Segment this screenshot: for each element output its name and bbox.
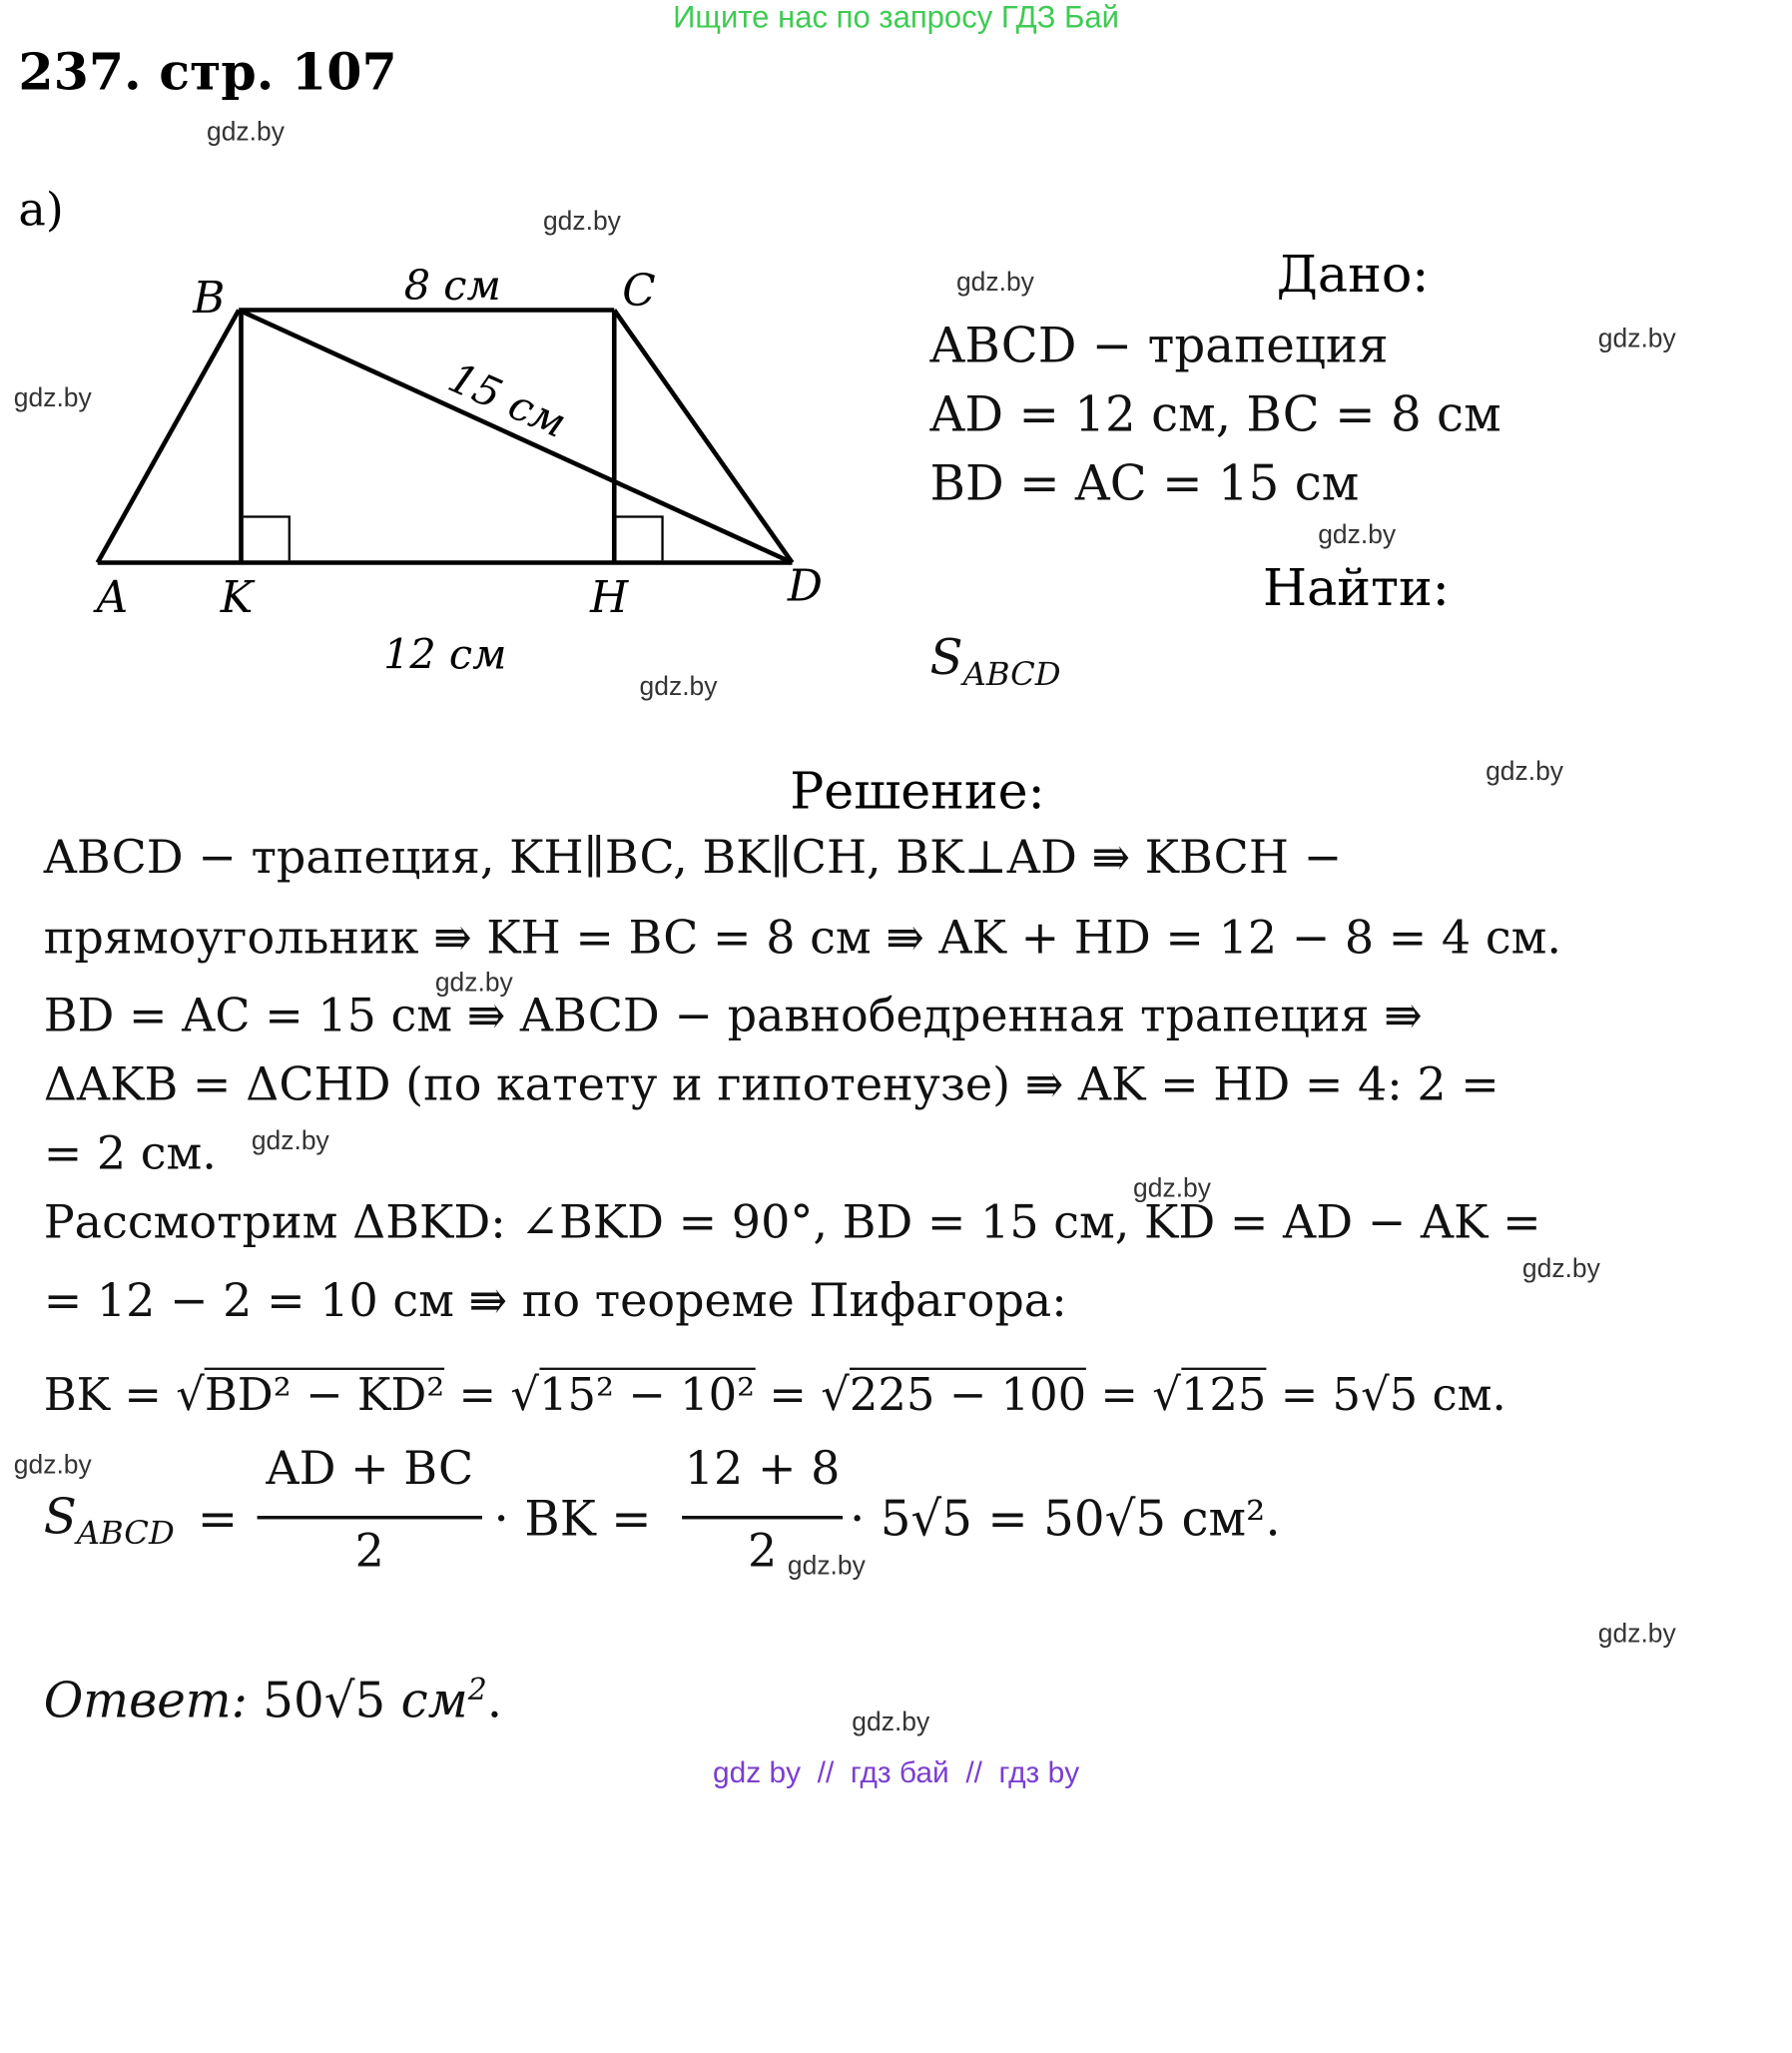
watermark: gdz.by (207, 116, 285, 147)
solution-line-3: BD = AC = 15 см ⇛ ABCD − равнобедренная трапеция ⇛ (43, 990, 1423, 1043)
answer-unit: см (400, 1672, 468, 1728)
right-angle-h (617, 517, 663, 561)
footer-links: gdz by // гдз бай // гдз by (712, 1754, 1080, 1789)
given-line-1: ABCD − трапеция (929, 317, 1389, 373)
find-symbol: S (929, 629, 963, 686)
watermark: gdz.by (1486, 755, 1564, 786)
side-cd (614, 311, 792, 563)
watermark: gdz.by (251, 1125, 329, 1155)
bk-part-5: = 5√5 см. (1266, 1369, 1506, 1422)
answer-end: . (486, 1672, 503, 1728)
right-angle-k (244, 517, 290, 561)
bk-part-2: = √ (444, 1369, 539, 1422)
fraction-1-denominator: 2 (354, 1525, 384, 1579)
fraction-1-numerator: AD + BC (266, 1442, 474, 1496)
task-title: 237. стр. 107 (18, 43, 397, 103)
watermark: gdz.by (955, 266, 1034, 297)
solution-line-1: ABCD − трапеция, KH∥BC, BK∥CH, BK⊥AD ⇛ KBCH − (43, 831, 1343, 885)
area-equals: = (197, 1490, 239, 1548)
answer-value: 50√5 (263, 1672, 386, 1728)
given-line-3: BD = AC = 15 см (929, 454, 1360, 511)
side-ab (98, 311, 239, 563)
vertex-label-b: B (193, 272, 226, 324)
find-subscript: ABCD (962, 654, 1061, 693)
watermark: gdz.by (852, 1706, 930, 1736)
fraction-2-denominator: 2 (747, 1525, 778, 1579)
trapezoid-figure (0, 0, 873, 712)
watermark: gdz.by (542, 205, 621, 236)
vertex-label-c: C (622, 265, 656, 317)
fraction-2-numerator: 12 + 8 (684, 1442, 841, 1496)
watermark: gdz.by (1597, 323, 1676, 353)
watermark: gdz.by (434, 967, 513, 998)
area-lhs (44, 1488, 175, 1552)
find-value (930, 629, 1061, 693)
bk-radicand-3: 225 − 100 (850, 1368, 1086, 1422)
solution-line-2: прямоугольник ⇛ KH = BC = 8 см ⇛ AK + HD = 12 − 8 = 4 см. (43, 912, 1562, 965)
watermark: gdz.by (1133, 1172, 1211, 1203)
bk-part-3: = √ (755, 1369, 850, 1422)
area-symbol: S (43, 1488, 77, 1545)
vertex-label-d: D (787, 560, 823, 612)
bk-radicand-4: 125 (1181, 1368, 1267, 1422)
bk-calculation (44, 1370, 1506, 1422)
bk-radicand-2: 15² − 10² (539, 1368, 755, 1422)
bk-part-4: = √ (1086, 1369, 1181, 1422)
fraction-1-bar (258, 1516, 482, 1519)
answer (44, 1672, 502, 1727)
watermark: gdz.by (1318, 518, 1397, 549)
vertex-label-h: H (590, 571, 629, 623)
vertex-label-a: A (96, 571, 129, 623)
given-heading: Дано: (1276, 246, 1430, 305)
solution-line-4: ΔAKB = ΔCHD (по катету и гипотенузе) ⇛ AK = HD = 4: 2 = (43, 1058, 1499, 1112)
watermark: gdz.by (13, 1449, 92, 1480)
answer-label: Ответ: (43, 1672, 248, 1728)
solution-line-7: = 12 − 2 = 10 см ⇛ по теореме Пифагора: (43, 1274, 1067, 1328)
part-label: а) (18, 184, 64, 237)
watermark: gdz.by (13, 381, 92, 412)
watermark: gdz.by (1521, 1252, 1600, 1283)
ad-length-label: 12 см (383, 630, 507, 679)
vertex-label-k: K (220, 571, 254, 623)
area-middle: · BK = (493, 1490, 652, 1548)
bd-length-label: 15 см (441, 352, 574, 447)
solution-line-6: Рассмотрим ΔBKD: ∠BKD = 90°, BD = 15 см, KD = AD − AK = (43, 1196, 1541, 1250)
diagonal-bd (239, 311, 792, 563)
bc-length-label: 8 см (403, 262, 501, 311)
watermark: gdz.by (787, 1550, 866, 1581)
solution-line-5: = 2 см. (43, 1127, 217, 1181)
search-note: Ищите нас по запросу ГДЗ Бай (673, 0, 1120, 35)
watermark: gdz.by (639, 670, 718, 701)
area-tail: · 5√5 = 50√5 см². (850, 1490, 1281, 1548)
find-heading: Найти: (1263, 559, 1450, 618)
answer-exponent: 2 (467, 1673, 487, 1709)
bk-radicand-1: BD² − KD² (205, 1368, 444, 1422)
area-subscript: ABCD (76, 1514, 175, 1553)
fraction-2-bar (682, 1516, 843, 1519)
given-line-2: AD = 12 см, BC = 8 см (929, 385, 1501, 442)
watermark: gdz.by (1597, 1618, 1676, 1649)
solution-heading: Решение: (790, 762, 1045, 822)
bk-part-1: BK = √ (43, 1369, 205, 1422)
